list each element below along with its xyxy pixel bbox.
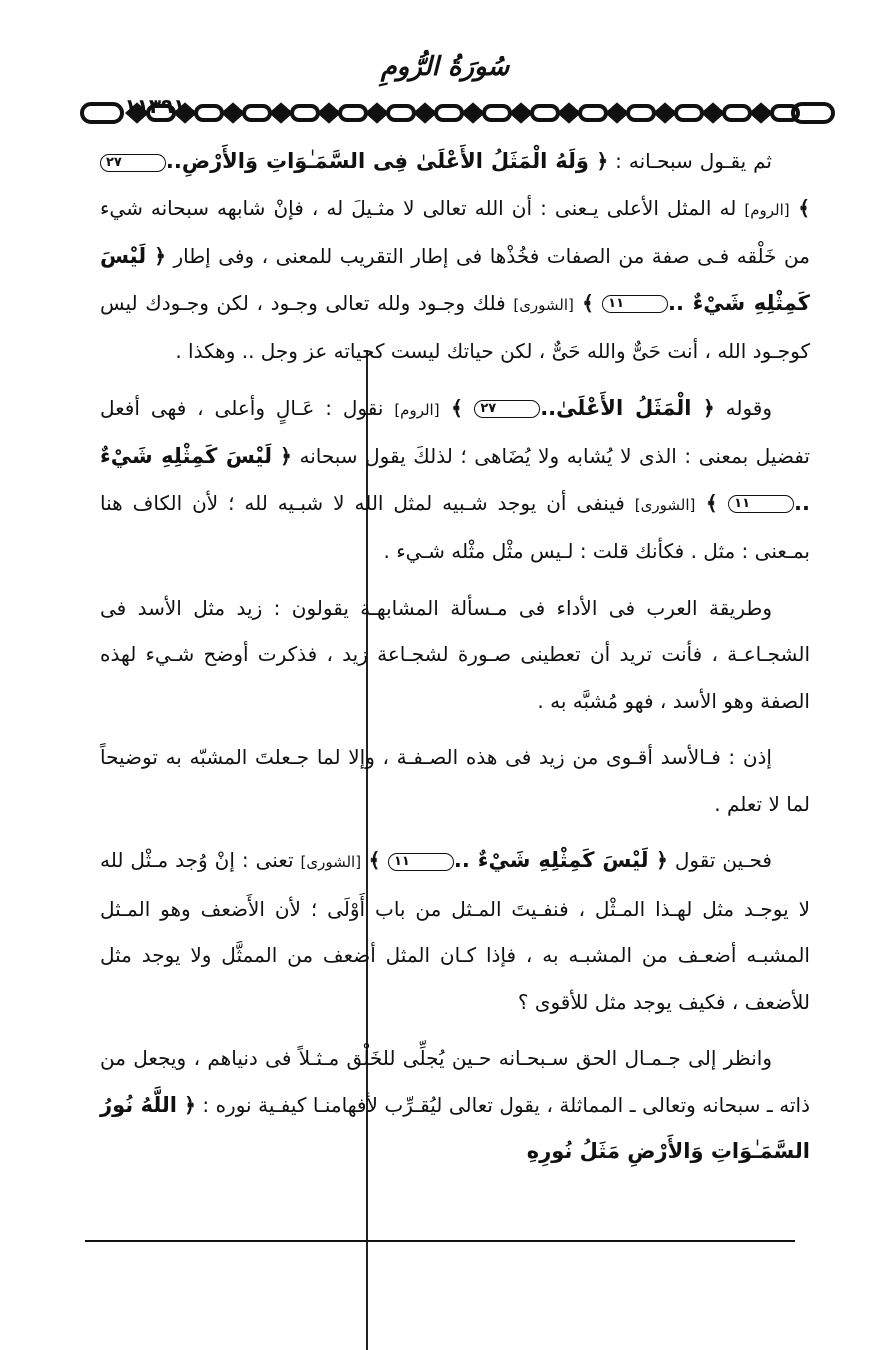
surah-title: سُورَةُ الرُّومِ bbox=[380, 52, 510, 82]
quran-verse: لَيْسَ كَمِثْلِهِ شَيْءٌ .. bbox=[100, 444, 810, 515]
chain-link bbox=[244, 106, 270, 120]
chain-link bbox=[484, 106, 510, 120]
chain-link bbox=[532, 106, 558, 120]
ayah-number-badge: ١١ bbox=[728, 495, 794, 513]
verse-bracket: ﴿ bbox=[691, 395, 715, 420]
page-number: ١١٣٩١ bbox=[124, 94, 186, 118]
chain-link bbox=[724, 106, 750, 120]
surah-reference: [الشورى] bbox=[634, 495, 696, 514]
verse-bracket: ﴾ bbox=[573, 290, 603, 315]
quran-verse: لَيْسَ كَمِثْلِهِ شَيْءٌ .. bbox=[453, 848, 649, 872]
chain-link bbox=[340, 106, 366, 120]
paragraph bbox=[100, 734, 810, 827]
chain-diamond bbox=[416, 105, 434, 121]
chain-link bbox=[436, 106, 462, 120]
body-text-run: تعنى : إنْ وُجد مـثْل لله لا يوجـد مثل لهـذا المـثْل ، فنفـيتَ المـثل من باب أَوْلَى ؛ لأن الأَضعف وهو المـثل المشبـه أضعـف من المشبـه به ، فإذا كـان المثل أضعف من الممثَّل ولا يوجد مثل للأضعف ، فكيف يوجد مثل للأقوى ؟ bbox=[100, 848, 810, 1014]
verse-bracket: ﴿ bbox=[146, 244, 166, 268]
body-text-run: وقوله bbox=[714, 395, 772, 420]
paragraph bbox=[100, 1035, 810, 1175]
body-text-run: ثم يقـول سبحـانه : bbox=[608, 149, 772, 173]
quran-verse: الْمَثَلُ الأَعْلَىٰ.. bbox=[540, 395, 692, 420]
quran-verse: لَيْسَ كَمِثْلِهِ شَيْءٌ .. bbox=[100, 244, 810, 315]
body-text-run: وطريقة العرب فى الأداء فى مـسألة المشابهـة يقولون : زيد مثل الأسد فى الشجـاعـة ، فأنت تريد أن تعطينى صـورة لشجـاعة زيد ، فذكرت أوضح شـيء لهذه الصفة وهو الأسد ، فهو مُشبَّه به . bbox=[100, 595, 810, 713]
surah-reference: [الروم] bbox=[394, 400, 440, 419]
chain-link bbox=[676, 106, 702, 120]
body-text-run: فينفى أن يوجد شـبيه لمثل الله لا شبـيه لله ؛ لأن الكاف هنا بمـعنى : مثل . فكأنك قلت : لـيس مثْل مثْله شـيء . bbox=[100, 490, 810, 563]
chain-link bbox=[388, 106, 414, 120]
surah-reference: [الشورى] bbox=[513, 295, 574, 314]
chain-diamond bbox=[752, 105, 770, 121]
chain-diamond bbox=[272, 105, 290, 121]
chain-diamond bbox=[464, 105, 482, 121]
chain-diamond bbox=[608, 105, 626, 121]
body-text-run: فلك وجـود ولله تعالى وجـود ، لكن وجـودك ليس كوجـود الله ، أنت حَىٌّ والله حَىٌّ ، لكن حياتك ليست كحياته عز وجل .. وهكذا . bbox=[100, 290, 810, 363]
body-text-run: إذن : فـالأسد أقـوى من زيد فى هذه الصـفـة ، وإلا لما جـعلتَ المشبّه به توضيحاً لما لا تعلم . bbox=[100, 745, 810, 816]
chain-diamond bbox=[704, 105, 722, 121]
ayah-number-badge: ٢٧ bbox=[474, 400, 540, 418]
chain-link bbox=[196, 106, 222, 120]
verse-bracket: ﴾ bbox=[361, 848, 388, 872]
surah-reference: [الشورى] bbox=[300, 853, 362, 871]
surah-reference: [الروم] bbox=[744, 200, 790, 219]
paragraph bbox=[100, 138, 810, 375]
verse-bracket: ﴾ bbox=[695, 490, 729, 515]
verse-bracket: ﴿ bbox=[272, 444, 292, 468]
body-text-run: فحـين تقول bbox=[667, 848, 772, 872]
verse-bracket: ﴿ bbox=[588, 149, 609, 173]
chain-diamond bbox=[560, 105, 578, 121]
ayah-number-badge: ١١ bbox=[388, 853, 454, 871]
chain-diamond bbox=[224, 105, 242, 121]
chain-diamond bbox=[320, 105, 338, 121]
quran-verse: اللَّهُ نُورُ السَّمَـٰوَاتِ وَالأَرْضِ مَثَلُ نُورِهِ bbox=[100, 1092, 810, 1163]
paragraph bbox=[100, 385, 810, 575]
verse-bracket: ﴾ bbox=[789, 195, 810, 220]
chain-link bbox=[292, 106, 318, 120]
chain-link bbox=[628, 106, 654, 120]
ayah-number-badge: ١١ bbox=[602, 295, 668, 313]
ayah-number-badge: ٢٧ bbox=[100, 154, 166, 172]
decorative-chain-bar bbox=[80, 96, 835, 130]
body-text-run: نقول : عَـالٍ وأعلى ، فهى أفعل تفضيل بمعنى : الذى لا يُشابه ولا يُضَاهى ؛ لذلكَ يقول سبحانه bbox=[100, 395, 810, 468]
body-text-run: وانظر إلى جـمـال الحق سـبحـانه حـين يُجلِّى للخَلْق مـثـلاً فى دنياهم ، ويجعل من ذاته ـ سبحانه وتعالى ـ المماثلة ، يقول تعالى ليُقـرِّب لأفهامنـا كيفـية نوره : bbox=[100, 1046, 810, 1117]
paragraph bbox=[100, 585, 810, 725]
chain-link bbox=[580, 106, 606, 120]
commentary-text bbox=[100, 138, 810, 1185]
verse-bracket: ﴿ bbox=[177, 1092, 196, 1117]
chain-diamond bbox=[512, 105, 530, 121]
verse-bracket: ﴾ bbox=[439, 395, 475, 420]
verse-bracket: ﴿ bbox=[648, 848, 668, 872]
chain-diamond bbox=[656, 105, 674, 121]
chain-diamond bbox=[368, 105, 386, 121]
quran-verse: وَلَهُ الْمَثَلُ الأَعْلَىٰ فِى السَّمَـٰوَاتِ وَالأَرْضِ.. bbox=[165, 149, 589, 173]
footer-rule bbox=[85, 1240, 795, 1242]
paragraph bbox=[100, 837, 810, 1025]
body-text-run: له المثل الأعلى يـعنى : أن الله تعالى لا مثـيلَ له ، فإنْ شابهه سبحانه شيء من خَلْقه فـى صفة من الصفات فخُذْها فى إطار التقريب للمعنى ، وفى إطار bbox=[100, 195, 810, 268]
